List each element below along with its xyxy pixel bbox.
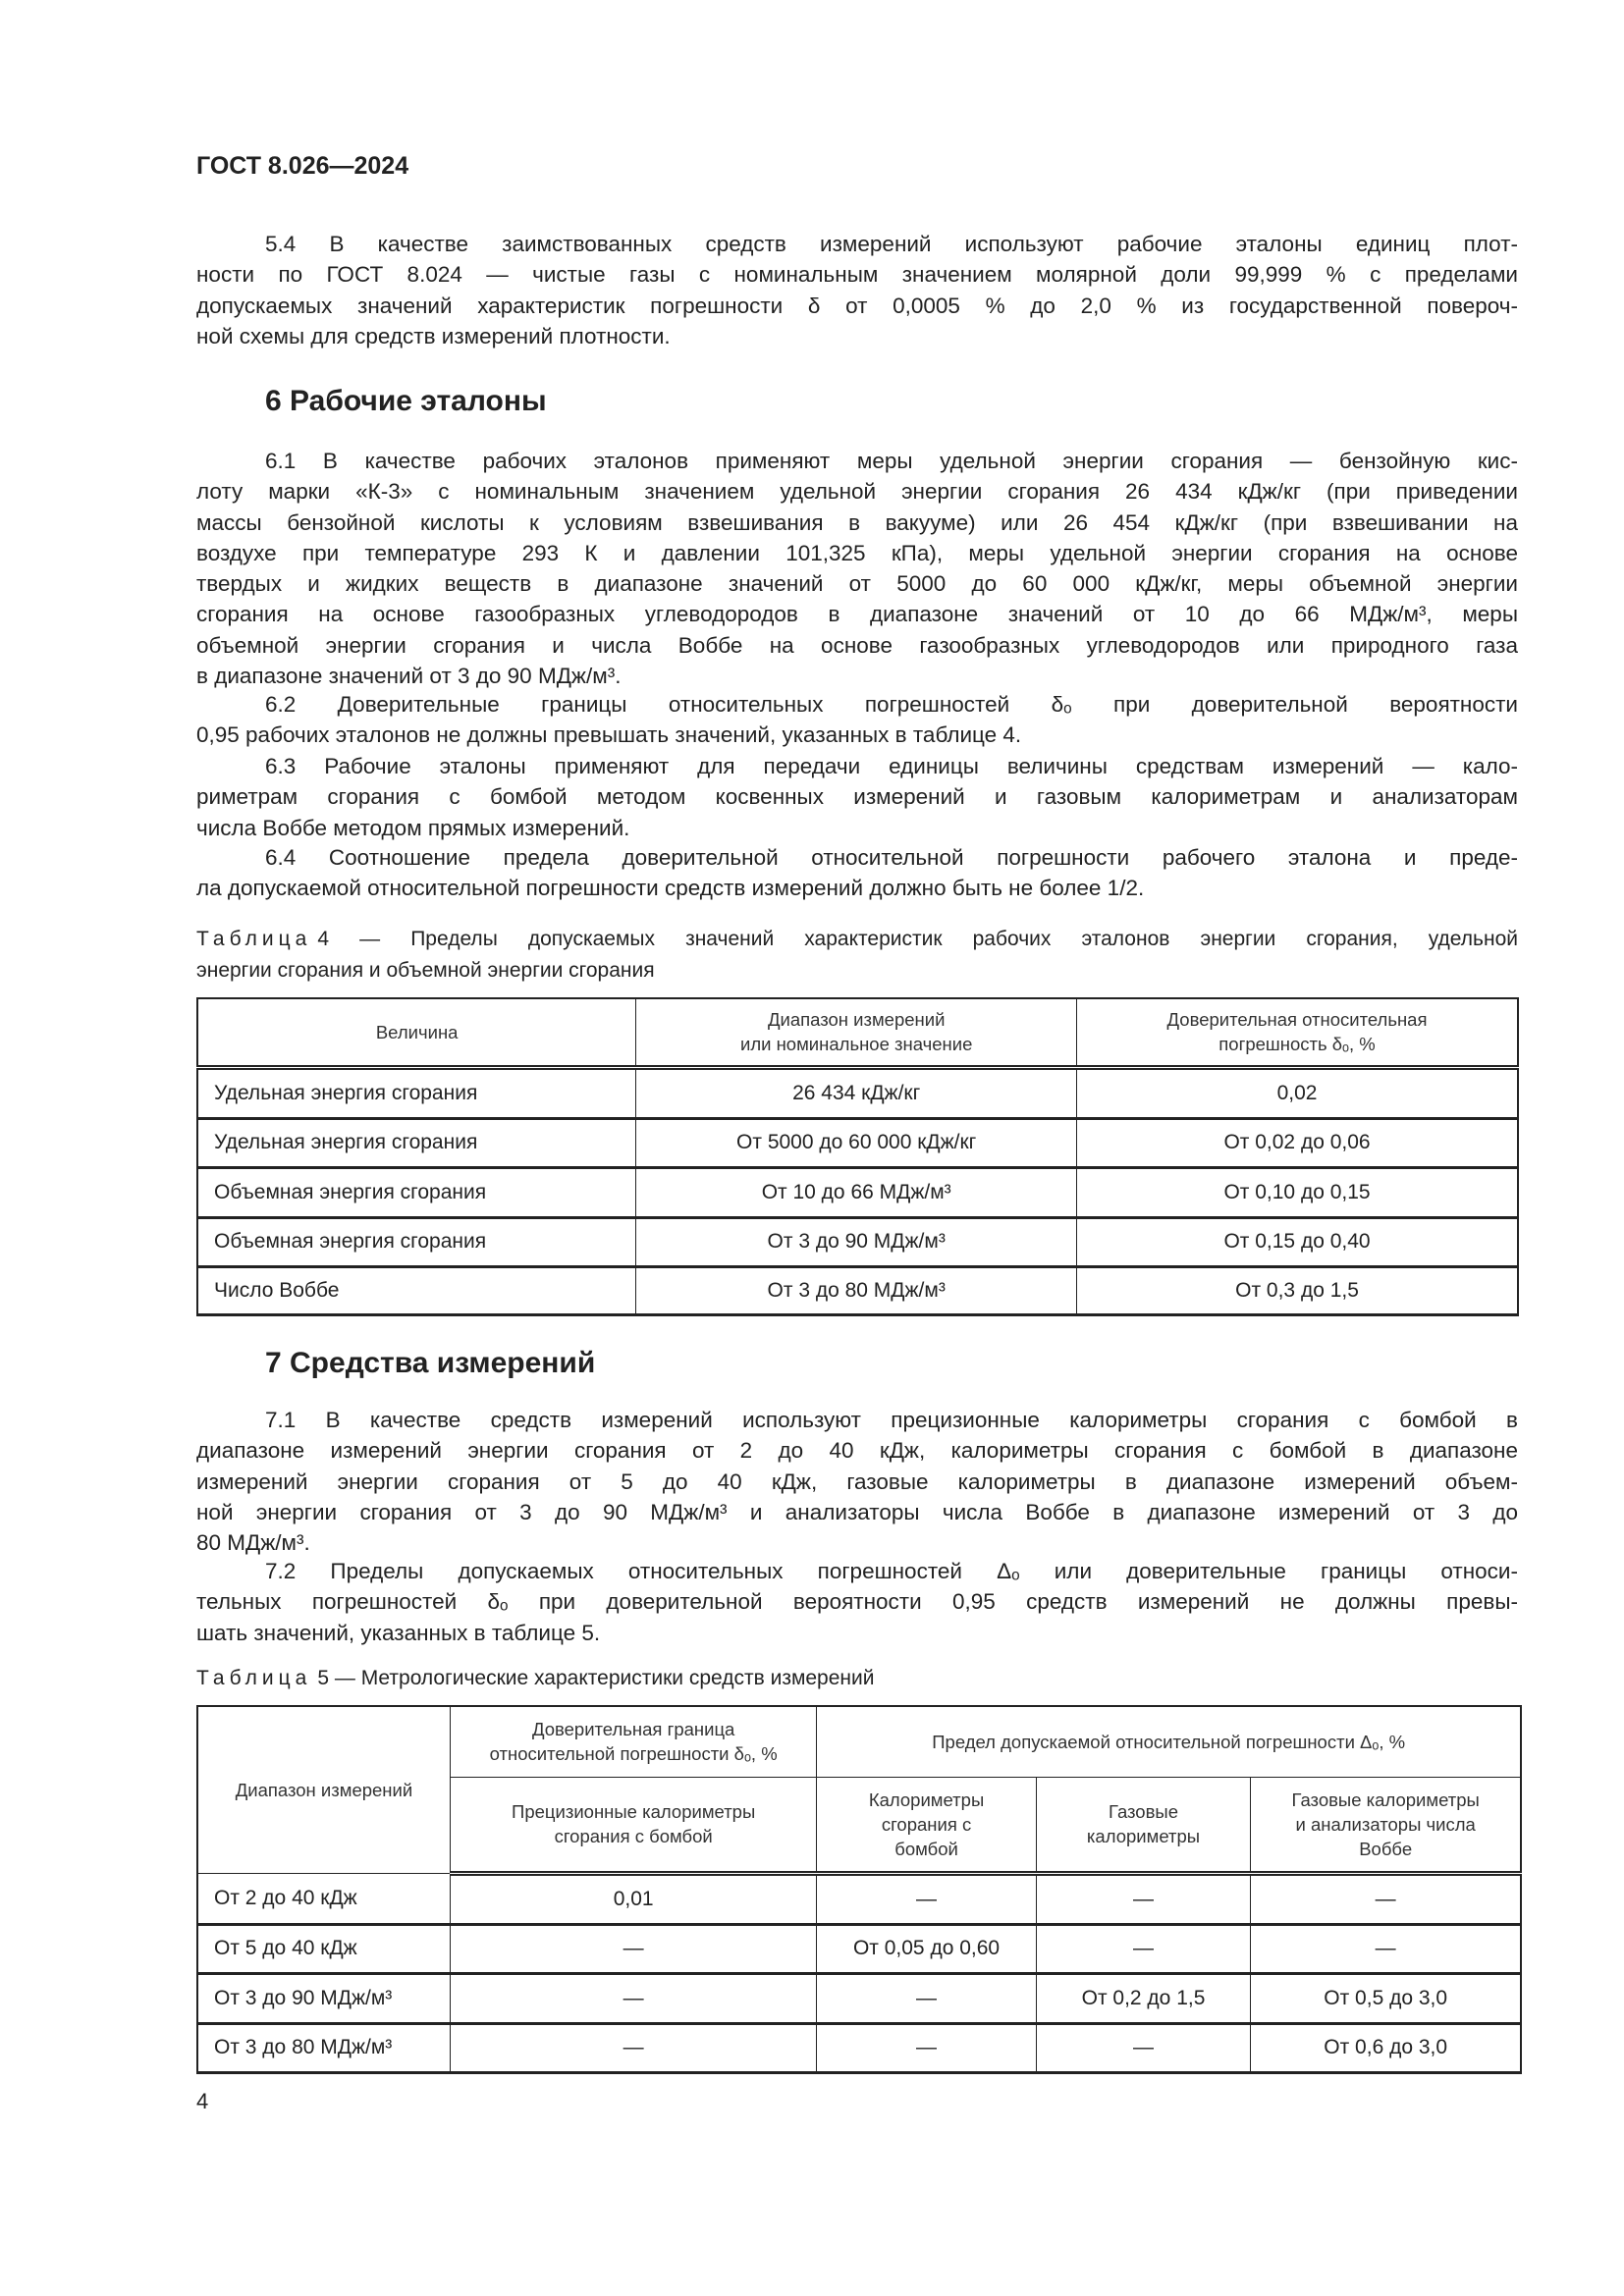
table-cell: — [450, 2023, 816, 2072]
paragraph-line: воздухе при температуре 293 К и давлении 101,325 кПа), меры удельной энергии сгорания на основе [196, 540, 1518, 565]
paragraph-line: 6.3 Рабочие эталоны применяют для передачи единицы величины средствам измерений — кало- [265, 754, 1518, 778]
cell-line: или номинальное значение [739, 1034, 973, 1055]
paragraph-line: допускаемых значений характеристик погрешности δ от 0,0005 % до 2,0 % из государственной повероч- [196, 293, 1518, 318]
table-cell: 0,02 [1077, 1067, 1518, 1118]
table-cell: От 0,05 до 0,60 [817, 1924, 1036, 1973]
table-cell: 26 434 кДж/кг [636, 1067, 1077, 1118]
paragraph-line: риметрам сгорания с бомбой методом косвенных измерений и газовым калориметрам и анализаторам [196, 784, 1518, 810]
column-header: Предел допускаемой относительной погрешности Δₒ, % [817, 1706, 1521, 1777]
paragraph-line: 7.1 В качестве средств измерений используют прецизионные калориметры сгорания с бомбой в [265, 1408, 1518, 1432]
column-header [636, 998, 1077, 1067]
section-heading: 7 Средства измерений [265, 1347, 596, 1379]
table-cell: Число Воббе [197, 1266, 636, 1314]
table-row [197, 1067, 1518, 1118]
column-header [450, 1706, 816, 1777]
column-header [1077, 998, 1518, 1067]
table-cell: От 3 до 80 МДж/м³ [636, 1266, 1077, 1314]
paragraph-line: лоту марки «К-3» с номинальным значением удельной энергии сгорания 26 434 кДж/кг (при приведении [196, 479, 1518, 505]
paragraph-line: измерений энергии сгорания от 5 до 40 кДж, газовые калориметры в диапазоне измерений объем- [196, 1468, 1518, 1494]
caption-line [196, 924, 1518, 955]
table-cell: От 0,6 до 3,0 [1251, 2023, 1521, 2072]
table-row [197, 1924, 1521, 1973]
table-cell: От 0,02 до 0,06 [1077, 1118, 1518, 1167]
caption-text: 5 — Метрологические характеристики средств измерений [317, 1667, 875, 1689]
column-header: Диапазон измерений [197, 1706, 450, 1873]
caption-text: энергии сгорания и объемной энергии сгорания [196, 958, 655, 982]
table-row [197, 1217, 1518, 1266]
table5-caption [196, 1663, 1518, 1694]
caption-line [196, 1663, 1518, 1694]
table-row [197, 1873, 1521, 1924]
table-header-row [197, 998, 1518, 1067]
table-cell: Объемная энергия сгорания [197, 1167, 636, 1217]
table-4 [196, 997, 1519, 1316]
paragraph-line: ной энергии сгорания от 3 до 90 МДж/м³ и анализаторы числа Воббе в диапазоне измерений от 3 до [196, 1499, 1518, 1524]
table-cell: От 5000 до 60 000 кДж/кг [636, 1118, 1077, 1167]
table-cell: — [1036, 2023, 1251, 2072]
table-row [197, 1167, 1518, 1217]
paragraph-line: 6.2 Доверительные границы относительных погрешностей δₒ при доверительной вероятности [265, 692, 1518, 717]
cell-line: Доверительная граница [531, 1719, 735, 1740]
paragraph-line: тельных погрешностей δₒ при доверительной вероятности 0,95 средств измерений не должны превы- [196, 1589, 1518, 1615]
table-cell: — [1251, 1873, 1521, 1924]
cell-line: Прецизионные калориметры [512, 1801, 756, 1822]
cell-line: сгорания с бомбой [554, 1826, 713, 1846]
cell-line: относительной погрешности δₒ, % [489, 1743, 778, 1765]
table-cell: От 0,15 до 0,40 [1077, 1217, 1518, 1266]
paragraph-line: диапазоне измерений энергии сгорания от 2 до 40 кДж, калориметры сгорания с бомбой в диапазоне [196, 1438, 1518, 1464]
table-cell: — [450, 1924, 816, 1973]
cell-line: Воббе [1359, 1838, 1413, 1859]
table4-caption [196, 924, 1518, 986]
table-cell: — [1036, 1924, 1251, 1973]
paragraph-p61 [196, 446, 1518, 691]
paragraph-line: в диапазоне значений от 3 до 90 МДж/м³. [196, 664, 622, 689]
table-cell: От 0,5 до 3,0 [1251, 1973, 1521, 2023]
table-cell: — [817, 1973, 1036, 2023]
paragraph-line: 5.4 В качестве заимствованных средств измерений используют рабочие эталоны единиц плот- [265, 232, 1518, 256]
paragraph-p71 [196, 1405, 1518, 1558]
table-cell: 0,01 [450, 1873, 816, 1924]
table-cell: Удельная энергия сгорания [197, 1067, 636, 1118]
paragraph-line: 0,95 рабочих эталонов не должны превышать значений, указанных в таблице 4. [196, 722, 1022, 748]
page-number: 4 [196, 2089, 209, 2113]
cell-line: погрешность δₒ, % [1218, 1034, 1376, 1055]
paragraph-p72 [196, 1556, 1518, 1648]
table-cell: — [450, 1973, 816, 2023]
table-row [197, 1118, 1518, 1167]
paragraph-line: 7.2 Пределы допускаемых относительных погрешностей Δₒ или доверительные границы относи- [265, 1559, 1518, 1583]
table-cell: — [1251, 1924, 1521, 1973]
caption-text: 4 — Пределы допускаемых значений характеристик рабочих эталонов энергии сгорания, удельной [317, 928, 1518, 950]
paragraph-line: твердых и жидких веществ в диапазоне значений от 5000 до 60 000 кДж/кг, меры объемной энергии [196, 571, 1518, 597]
paragraph-line: 80 МДж/м³. [196, 1530, 310, 1556]
table-cell: От 0,10 до 0,15 [1077, 1167, 1518, 1217]
table-label: Таблица [196, 1667, 312, 1689]
column-subheader [1251, 1777, 1521, 1873]
cell-line: Доверительная относительная [1166, 1009, 1428, 1031]
table-5 [196, 1705, 1522, 2074]
table-cell: — [1036, 1873, 1251, 1924]
table-row [197, 2023, 1521, 2072]
cell-line: Калориметры [868, 1789, 985, 1810]
cell-line: Диапазон измерений [767, 1009, 946, 1031]
column-header: Величина [197, 998, 636, 1067]
table-label: Таблица [196, 928, 312, 950]
paragraph-p63 [196, 751, 1518, 843]
paragraph-line: ной схемы для средств измерений плотности. [196, 323, 671, 348]
paragraph-line: сгорания на основе газообразных углеводородов в диапазоне значений от 10 до 66 МДж/м³, меры [196, 602, 1518, 627]
column-subheader [817, 1777, 1036, 1873]
paragraph-line: объемной энергии сгорания и числа Воббе на основе газообразных углеводородов или природного газа [196, 632, 1518, 658]
table-cell: От 5 до 40 кДж [197, 1924, 450, 1973]
document-header: ГОСТ 8.026—2024 [196, 152, 409, 180]
cell-line: Газовые калориметры [1291, 1789, 1480, 1810]
cell-line: сгорания с [881, 1813, 972, 1835]
caption-line [196, 955, 1518, 987]
paragraph-p64 [196, 842, 1518, 904]
table-row [197, 1973, 1521, 2023]
paragraph-line: ности по ГОСТ 8.024 — чистые газы с номинальным значением молярной доли 99,999 % с пределами [196, 262, 1518, 288]
paragraph-line: числа Воббе методом прямых измерений. [196, 815, 630, 840]
table-cell: От 3 до 80 МДж/м³ [197, 2023, 450, 2072]
table-cell: — [817, 2023, 1036, 2072]
paragraph-line: массы бензойной кислоты к условиям взвешивания в вакууме) или 26 454 кДж/кг (при взвешивании на [196, 509, 1518, 535]
table-header-row [197, 1706, 1521, 1777]
paragraph-p62 [196, 689, 1518, 751]
cell-line: Газовые [1108, 1801, 1179, 1822]
table-cell: От 0,2 до 1,5 [1036, 1973, 1251, 2023]
column-subheader [450, 1777, 816, 1873]
cell-line: и анализаторы числа [1295, 1813, 1476, 1835]
table-cell: От 2 до 40 кДж [197, 1873, 450, 1924]
table-cell: От 3 до 90 МДж/м³ [636, 1217, 1077, 1266]
paragraph-line: 6.4 Соотношение предела доверительной относительной погрешности рабочего эталона и преде- [265, 845, 1518, 870]
table-cell: От 10 до 66 МДж/м³ [636, 1167, 1077, 1217]
paragraph-line: шать значений, указанных в таблице 5. [196, 1620, 601, 1645]
table-cell: — [817, 1873, 1036, 1924]
table-cell: От 3 до 90 МДж/м³ [197, 1973, 450, 2023]
cell-line: бомбой [894, 1838, 958, 1859]
table-cell: От 0,3 до 1,5 [1077, 1266, 1518, 1314]
table-row [197, 1266, 1518, 1314]
cell-line: калориметры [1086, 1826, 1201, 1846]
paragraph-line: ла допускаемой относительной погрешности средств измерений должно быть не более 1/2. [196, 876, 1145, 901]
section-heading: 6 Рабочие эталоны [265, 385, 547, 417]
column-subheader [1036, 1777, 1251, 1873]
table-cell: Удельная энергия сгорания [197, 1118, 636, 1167]
paragraph-line: 6.1 В качестве рабочих эталонов применяют меры удельной энергии сгорания — бензойную кис- [265, 449, 1518, 473]
paragraph-p54 [196, 229, 1518, 351]
table-cell: Объемная энергия сгорания [197, 1217, 636, 1266]
